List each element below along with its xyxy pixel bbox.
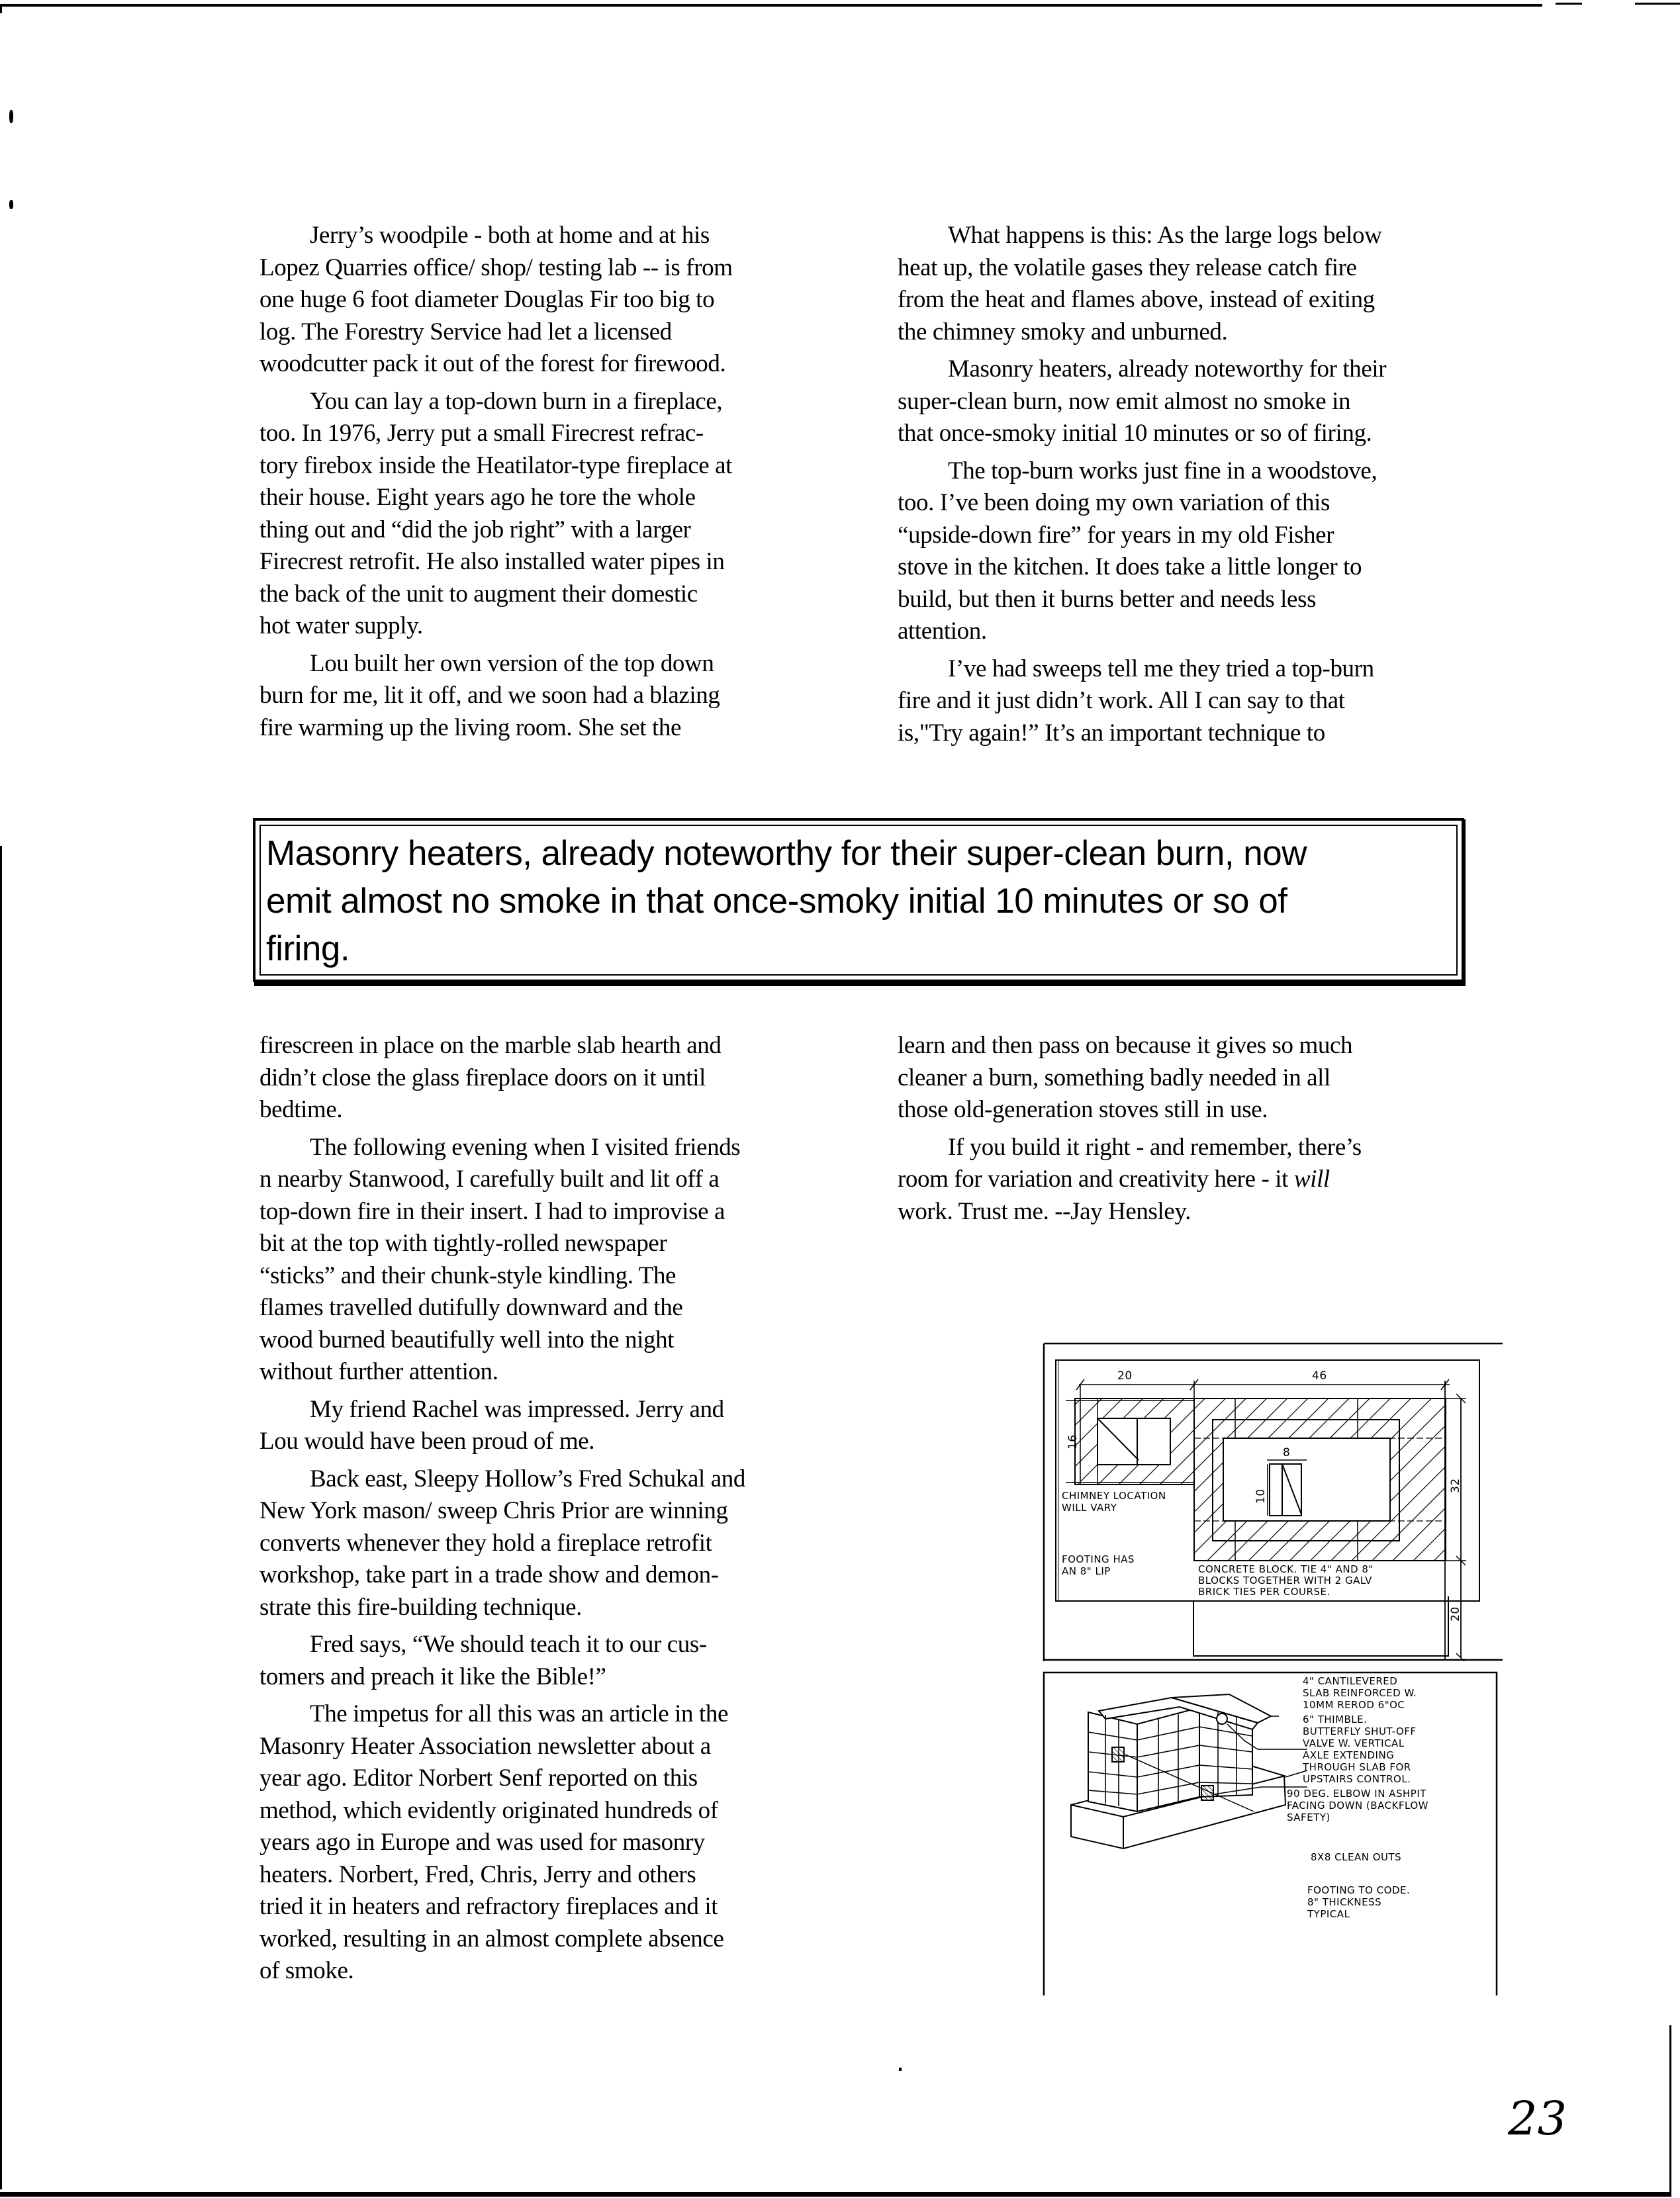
note-footing-code: TYPICAL (1307, 1908, 1350, 1920)
text-line: tried it in heaters and refractory fireplaces and it (259, 1893, 718, 1920)
text-line: learn and then pass on because it gives so much (898, 1032, 1353, 1059)
text-line: the back of the unit to augment their domestic (259, 580, 698, 608)
text-line: year ago. Editor Norbert Senf reported on this (259, 1764, 698, 1792)
paragraph (259, 1394, 829, 1458)
article-column-bottom-left (259, 1030, 829, 1993)
note-thimble: UPSTAIRS CONTROL. (1303, 1773, 1411, 1785)
text-line: Masonry heaters, already noteworthy for their (948, 355, 1387, 383)
pull-quote-line: Masonry heaters, already noteworthy for their super-clean burn, now (266, 834, 1307, 873)
text-line: converts whenever they hold a fireplace retrofit (259, 1529, 712, 1557)
pull-quote-box (253, 818, 1464, 982)
scan-border-left-tick (0, 4, 2, 13)
text-line: fire warming up the living room. She set the (259, 713, 681, 741)
text-line: build, but then it burns better and needs less (898, 585, 1317, 613)
text-line: log. The Forestry Service had let a licensed (259, 318, 672, 345)
dim-flue-width: 8 (1283, 1446, 1291, 1459)
text-line: thing out and “did the job right” with a larger (259, 516, 691, 543)
text-line: without further attention. (259, 1358, 498, 1385)
text-line: room for variation and creativity here - it will (898, 1166, 1330, 1193)
text-line: You can lay a top-down burn in a fireplace, (310, 387, 723, 415)
text-line: from the heat and flames above, instead of exiting (898, 286, 1375, 313)
text-line: their house. Eight years ago he tore the whole (259, 484, 696, 511)
text-line: worked, resulting in an almost complete absence (259, 1925, 724, 1952)
text-line: strate this fire-building technique. (259, 1593, 583, 1621)
paragraph (259, 1030, 829, 1126)
note-slab: SLAB REINFORCED W. (1303, 1687, 1417, 1699)
text-line: firescreen in place on the marble slab hearth and (259, 1032, 722, 1059)
paragraph (259, 648, 829, 745)
pull-quote-line: emit almost no smoke in that once-smoky initial 10 minutes or so of (266, 882, 1287, 921)
text-line: method, which evidently originated hundreds of (259, 1796, 718, 1824)
paragraph (898, 653, 1480, 750)
note-elbow: SAFETY) (1287, 1811, 1330, 1823)
page-number: 23 (1508, 2091, 1567, 2146)
article-column-bottom-right (898, 1030, 1480, 1233)
pull-quote-text (266, 830, 1451, 973)
text-line: of smoke. (259, 1957, 354, 1984)
paragraph (898, 455, 1480, 648)
article-column-top-left (259, 220, 829, 749)
text-line: burn for me, lit it off, and we soon had a blazing (259, 682, 720, 709)
scan-border-bottom (0, 2192, 1671, 2197)
note-footing-code: FOOTING TO CODE. (1307, 1884, 1411, 1896)
text-line: I’ve had sweeps tell me they tried a top-burn (948, 655, 1374, 682)
paragraph (259, 1698, 829, 1988)
dim-chimney-width: 20 (1117, 1369, 1133, 1383)
scan-speck (899, 2068, 902, 2071)
text-line: hot water supply. (259, 612, 423, 639)
scan-border-dash (1556, 3, 1582, 5)
scan-speck (9, 200, 13, 209)
paragraph (898, 220, 1480, 348)
note-footing-code: 8" THICKNESS (1307, 1896, 1382, 1908)
text-line: that once-smoky initial 10 minutes or so of firing. (898, 420, 1372, 447)
scan-speck (9, 110, 13, 123)
text-line: the chimney smoky and unburned. (898, 318, 1228, 345)
text-line: fire and it just didn’t work. All I can say to that (898, 687, 1345, 714)
text-line: super-clean burn, now emit almost no smoke in (898, 387, 1351, 415)
text-line: Lou would have been proud of me. (259, 1428, 595, 1455)
emphasis: will (1293, 1166, 1330, 1193)
text-line: those old-generation stoves still in use. (898, 1096, 1268, 1123)
note-thimble: BUTTERFLY SHUT-OFF (1303, 1725, 1417, 1737)
text-line: too. I’ve been doing my own variation of this (898, 489, 1330, 516)
dim-heater-depth: 32 (1449, 1478, 1462, 1493)
text-line: The following evening when I visited friends (310, 1133, 741, 1161)
pull-quote-shadow (254, 982, 1466, 986)
text-line: stove in the kitchen. It does take a little longer to (898, 553, 1362, 580)
text-line: is,"Try again!” It’s an important technique to (898, 719, 1325, 747)
note-slab: 4" CANTILEVERED (1303, 1675, 1398, 1687)
note-thimble: 6" THIMBLE. (1303, 1714, 1368, 1725)
note-slab: 10MM REROD 6"OC (1303, 1699, 1405, 1711)
text-line: Jerry’s woodpile - both at home and at his (310, 222, 710, 249)
text-line: too. In 1976, Jerry put a small Firecrest refrac- (259, 420, 704, 447)
paragraph (259, 1629, 829, 1693)
scan-border-top (0, 4, 1680, 7)
text-line: n nearby Stanwood, I carefully built and lit off a (259, 1166, 720, 1193)
paragraph (898, 353, 1480, 450)
note-elbow: 90 DEG. ELBOW IN ASHPIT (1287, 1788, 1426, 1800)
scan-border-dash (1635, 3, 1680, 5)
paragraph (259, 1463, 829, 1624)
paragraph (898, 1132, 1480, 1228)
note-thimble: VALVE W. VERTICAL (1303, 1737, 1405, 1749)
text-line: Fred says, “We should teach it to our cus- (310, 1631, 707, 1658)
dim-footing-extension: 20 (1449, 1606, 1462, 1622)
note-block: BLOCKS TOGETHER WITH 2 GALV (1198, 1575, 1372, 1586)
text-line: cleaner a burn, something badly needed in all (898, 1064, 1330, 1091)
text-line: workshop, take part in a trade show and demon- (259, 1561, 719, 1588)
text-line: work. Trust me. --Jay Hensley. (898, 1197, 1191, 1225)
text-line: heaters. Norbert, Fred, Chris, Jerry and others (259, 1860, 696, 1888)
text-line: bedtime. (259, 1096, 343, 1123)
text-line: Firecrest retrofit. He also installed water pipes in (259, 548, 725, 575)
text-line: Lou built her own version of the top down (310, 649, 714, 677)
text-line: didn’t close the glass fireplace doors on it until (259, 1064, 706, 1091)
scan-border-left (0, 846, 2, 2189)
text-line: heat up, the volatile gases they release catch fire (898, 253, 1357, 281)
isometric-diagram (1039, 1665, 1503, 1995)
text-line: tory firebox inside the Heatilator-type fireplace at (259, 451, 733, 479)
text-line: “upside-down fire” for years in my old Fisher (898, 521, 1334, 549)
note-block: CONCRETE BLOCK. TIE 4" AND 8" (1198, 1563, 1374, 1575)
dim-chimney-depth: 16 (1066, 1434, 1080, 1449)
paragraph (259, 1132, 829, 1389)
note-thimble: AXLE EXTENDING (1303, 1749, 1395, 1761)
paragraph (898, 1030, 1480, 1126)
text-line: The top-burn works just fine in a woodstove, (948, 457, 1377, 484)
paragraph (259, 220, 829, 381)
note-footing: AN 8" LIP (1062, 1565, 1111, 1577)
note-thimble: THROUGH SLAB FOR (1303, 1761, 1411, 1773)
text-line: flames travelled dutifully downward and the (259, 1294, 683, 1321)
text-line: top-down fire in their insert. I had to improvise a (259, 1197, 725, 1225)
text-line: one huge 6 foot diameter Douglas Fir too big to (259, 286, 715, 313)
plan-view-diagram (1039, 1337, 1503, 1661)
text-line: Lopez Quarries office/ shop/ testing lab -- is from (259, 253, 733, 281)
paragraph (259, 386, 829, 643)
note-chimney: WILL VARY (1062, 1502, 1117, 1514)
text-line: wood burned beautifully well into the night (259, 1326, 675, 1353)
text-line: The impetus for all this was an article in the (310, 1700, 728, 1727)
text-line: Back east, Sleepy Hollow’s Fred Schukal and (310, 1465, 745, 1492)
note-elbow: FACING DOWN (BACKFLOW (1287, 1800, 1428, 1811)
text-line: tomers and preach it like the Bible!” (259, 1663, 606, 1690)
note-chimney: CHIMNEY LOCATION (1062, 1490, 1166, 1502)
text-line: bit at the top with tightly-rolled newspaper (259, 1230, 667, 1257)
pull-quote-line: firing. (266, 929, 350, 968)
text-line: “sticks” and their chunk-style kindling. The (259, 1261, 677, 1289)
text-line: years ago in Europe and was used for masonry (259, 1829, 705, 1856)
article-column-top-right (898, 220, 1480, 755)
text-line: New York mason/ sweep Chris Prior are winning (259, 1497, 728, 1524)
text-line: My friend Rachel was impressed. Jerry and (310, 1395, 724, 1423)
dim-heater-width: 46 (1312, 1369, 1327, 1383)
note-footing: FOOTING HAS (1062, 1553, 1135, 1565)
dim-flue-depth: 10 (1254, 1488, 1268, 1504)
scan-border-right (1669, 2025, 1671, 2196)
text-line: If you build it right - and remember, there’s (948, 1133, 1362, 1161)
note-cleanouts: 8X8 CLEAN OUTS (1311, 1851, 1402, 1863)
note-block: BRICK TIES PER COURSE. (1198, 1586, 1330, 1598)
text-line: woodcutter pack it out of the forest for firewood. (259, 350, 726, 377)
text-line: What happens is this: As the large logs below (948, 222, 1382, 249)
text-line: attention. (898, 618, 987, 645)
text-line: Masonry Heater Association newsletter about a (259, 1732, 711, 1760)
